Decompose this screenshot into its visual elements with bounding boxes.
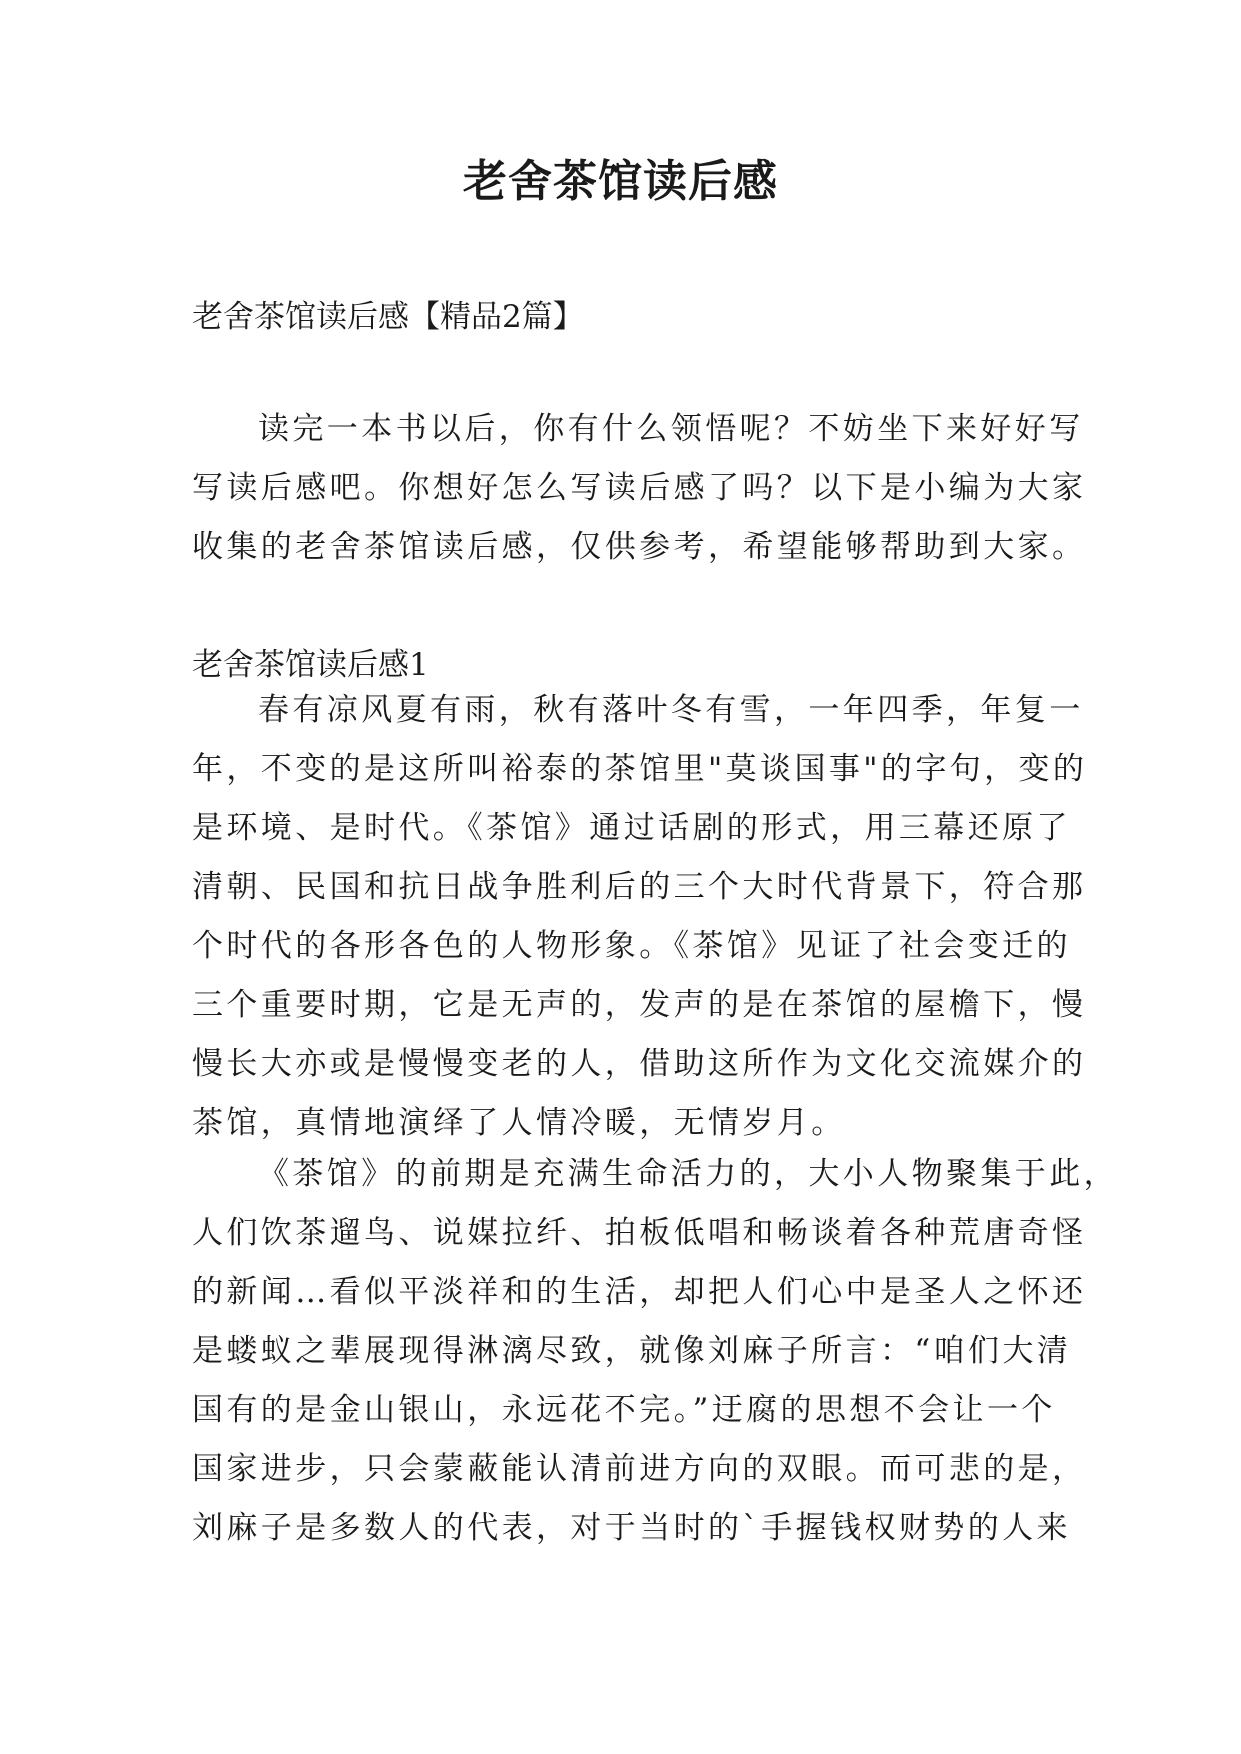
body-paragraph-2	[192, 1145, 1118, 1558]
paragraph-line: 三个重要时期，它是无声的，发声的是在茶馆的屋檐下，慢	[192, 987, 1087, 1023]
paragraph-line: 人们饮茶遛鸟、说媒拉纤、拍板低唱和畅谈着各种荒唐奇怪	[192, 1215, 1087, 1251]
intro-paragraph	[192, 400, 1087, 577]
paragraph-line: 刘麻子是多数人的代表，对于当时的`手握钱权财势的人来	[192, 1510, 1071, 1546]
section-heading: 老舍茶馆读后感1	[192, 647, 429, 683]
paragraph-line: 个时代的各形各色的人物形象。《茶馆》见证了社会变迁的	[192, 928, 1071, 964]
body-paragraph-1	[192, 681, 1088, 1153]
intro-line: 收集的老舍茶馆读后感，仅供参考，希望能够帮助到大家。	[192, 529, 1087, 565]
intro-line: 写读后感吧。你想好怎么写读后感了吗？以下是小编为大家	[192, 470, 1087, 506]
paragraph-line: 国家进步，只会蒙蔽能认清前进方向的双眼。而可悲的是，	[192, 1451, 1087, 1487]
paragraph-line: 年，不变的是这所叫裕泰的茶馆里"莫谈国事"的字句，变的	[192, 751, 1088, 787]
paragraph-line: 清朝、民国和抗日战争胜利后的三个大时代背景下，符合那	[192, 869, 1087, 905]
document-title: 老舍茶馆读后感	[463, 156, 778, 207]
paragraph-line: 是环境、是时代。《茶馆》通过话剧的形式，用三幕还原了	[192, 810, 1071, 846]
paragraph-line: 慢长大亦或是慢慢变老的人，借助这所作为文化交流媒介的	[192, 1046, 1087, 1082]
paragraph-line: 春有凉风夏有雨，秋有落叶冬有雪，一年四季，年复一	[258, 692, 1084, 728]
paragraph-line: 《茶馆》的前期是充满生命活力的，大小人物聚集于此，	[258, 1156, 1118, 1192]
intro-line: 读完一本书以后，你有什么领悟呢？不妨坐下来好好写	[258, 411, 1084, 447]
paragraph-line: 是蝼蚁之辈展现得淋漓尽致，就像刘麻子所言：“咱们大清	[192, 1333, 1072, 1369]
paragraph-line: 茶馆，真情地演绎了人情冷暖，无情岁月。	[192, 1105, 846, 1141]
paragraph-line: 国有的是金山银山，永远花不完。”迂腐的思想不会让一个	[192, 1392, 1056, 1428]
paragraph-line: 的新闻…看似平淡祥和的生活，却把人们心中是圣人之怀还	[192, 1274, 1087, 1310]
document-subtitle: 老舍茶馆读后感【精品2篇】	[192, 299, 584, 335]
